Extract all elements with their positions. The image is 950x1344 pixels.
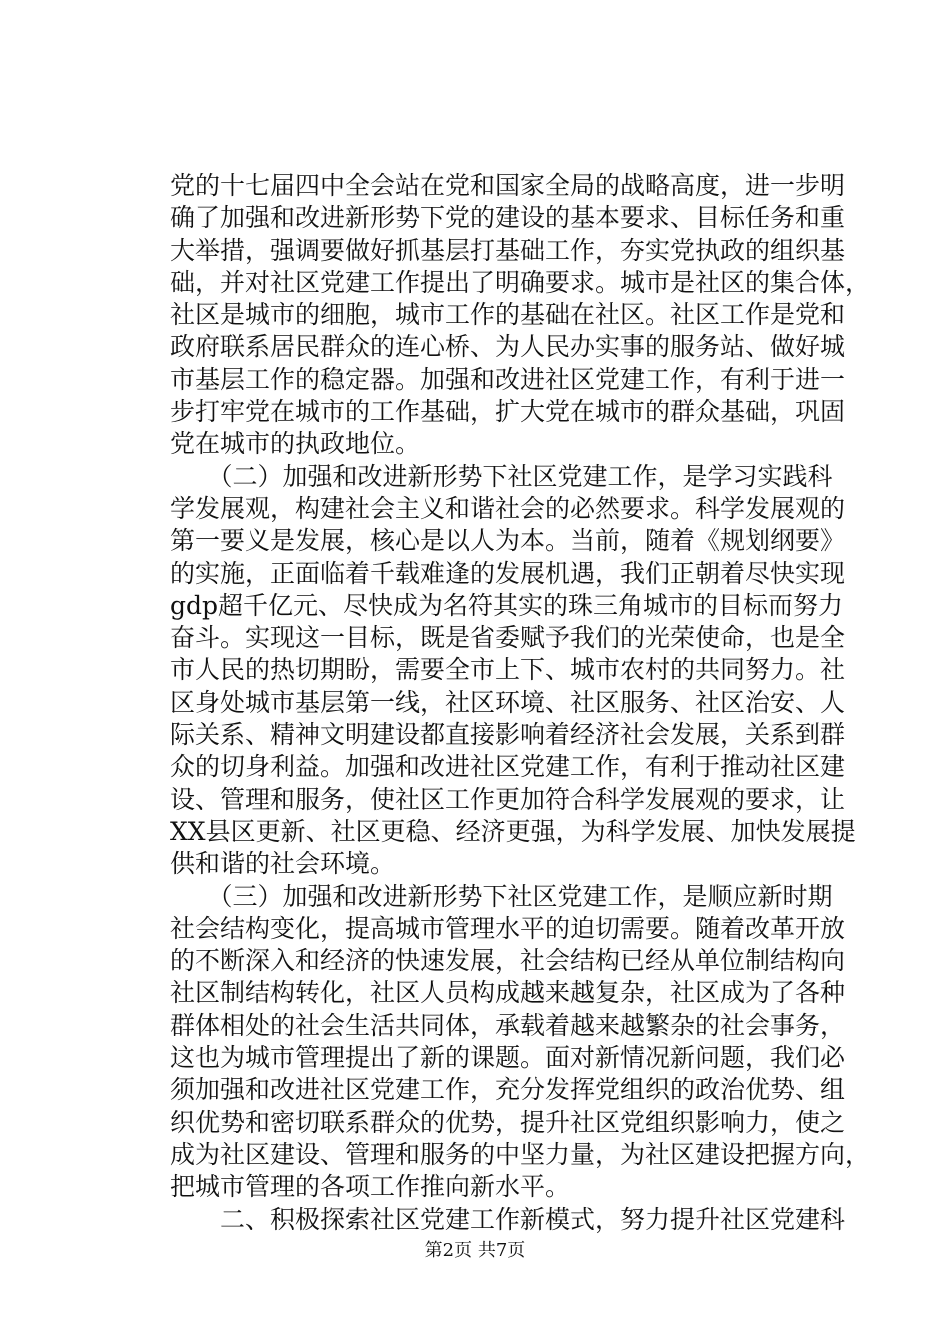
paragraph-1 — [170, 170, 871, 461]
paragraph-2 — [170, 461, 856, 881]
text-line: 的不断深入和经济的快速发展，社会结构已经从单位制结构向 — [170, 946, 846, 976]
paragraph-3 — [170, 881, 871, 1204]
text-line: 众的切身利益。加强和改进社区党建工作，有利于推动社区建 — [170, 752, 846, 782]
document-body — [170, 170, 871, 1236]
text-line: gdp超千亿元、尽快成为名符其实的珠三角城市的目标而努力 — [170, 590, 844, 620]
text-line: 第一要义是发展，核心是以人为本。当前，随着《规划纲要》 — [170, 526, 846, 556]
text-line: 大举措，强调要做好抓基层打基础工作，夯实党执政的组织基 — [170, 235, 846, 265]
text-line: 设、管理和服务，使社区工作更加符合科学发展观的要求，让 — [170, 784, 846, 814]
text-line: 社会结构变化，提高城市管理水平的迫切需要。随着改革开放 — [170, 913, 846, 943]
text-line: 际关系、精神文明建设都直接影响着经济社会发展，关系到群 — [170, 720, 846, 750]
text-line: 供和谐的社会环境。 — [170, 849, 396, 879]
text-line: 党在城市的执政地位。 — [170, 429, 421, 459]
text-line: 市基层工作的稳定器。加强和改进社区党建工作，有利于进一 — [170, 364, 846, 394]
text-line: 的实施，正面临着千载难逢的发展机遇，我们正朝着尽快实现 — [170, 558, 846, 588]
text-line: 二、积极探索社区党建工作新模式，努力提升社区党建科 — [170, 1204, 846, 1234]
text-line: 政府联系居民群众的连心桥、为人民办实事的服务站、做好城 — [170, 332, 846, 362]
text-line: 社区制结构转化，社区人员构成越来越复杂，社区成为了各种 — [170, 978, 846, 1008]
text-line: （三）加强和改进新形势下社区党建工作，是顺应新时期 — [170, 881, 833, 911]
text-line: 成为社区建设、管理和服务的中坚力量，为社区建设把握方向， — [170, 1139, 871, 1169]
text-line: 奋斗。实现这一目标，既是省委赋予我们的光荣使命，也是全 — [170, 623, 846, 653]
text-line: 织优势和密切联系群众的优势，提升社区党组织影响力，使之 — [170, 1107, 846, 1137]
text-line: 步打牢党在城市的工作基础，扩大党在城市的群众基础，巩固 — [170, 397, 846, 427]
text-line: XX县区更新、社区更稳、经济更强，为科学发展、加快发展提 — [170, 816, 856, 846]
text-line: 把城市管理的各项工作推向新水平。 — [170, 1172, 571, 1202]
text-line: 础，并对社区党建工作提出了明确要求。城市是社区的集合体， — [170, 267, 871, 297]
text-line: 党的十七届四中全会站在党和国家全局的战略高度，进一步明 — [170, 171, 846, 200]
text-line: 须加强和改进社区党建工作，充分发挥党组织的政治优势、组 — [170, 1075, 846, 1105]
text-line: 区身处城市基层第一线，社区环境、社区服务、社区治安、人 — [170, 687, 846, 717]
text-line: 群体相处的社会生活共同体，承载着越来越繁杂的社会事务， — [170, 1010, 846, 1040]
text-line: 确了加强和改进新形势下党的建设的基本要求、目标任务和重 — [170, 203, 846, 233]
text-line: 这也为城市管理提出了新的课题。面对新情况新问题，我们必 — [170, 1043, 846, 1073]
paragraph-4 — [170, 1204, 846, 1236]
text-line: （二）加强和改进新形势下社区党建工作，是学习实践科 — [170, 461, 833, 491]
text-line: 市人民的热切期盼，需要全市上下、城市农村的共同努力。社 — [170, 655, 846, 685]
page-number-footer: 第2页 共7页 — [424, 1240, 526, 1261]
text-line: 社区是城市的细胞，城市工作的基础在社区。社区工作是党和 — [170, 300, 846, 330]
text-line: 学发展观，构建社会主义和谐社会的必然要求。科学发展观的 — [170, 493, 846, 523]
